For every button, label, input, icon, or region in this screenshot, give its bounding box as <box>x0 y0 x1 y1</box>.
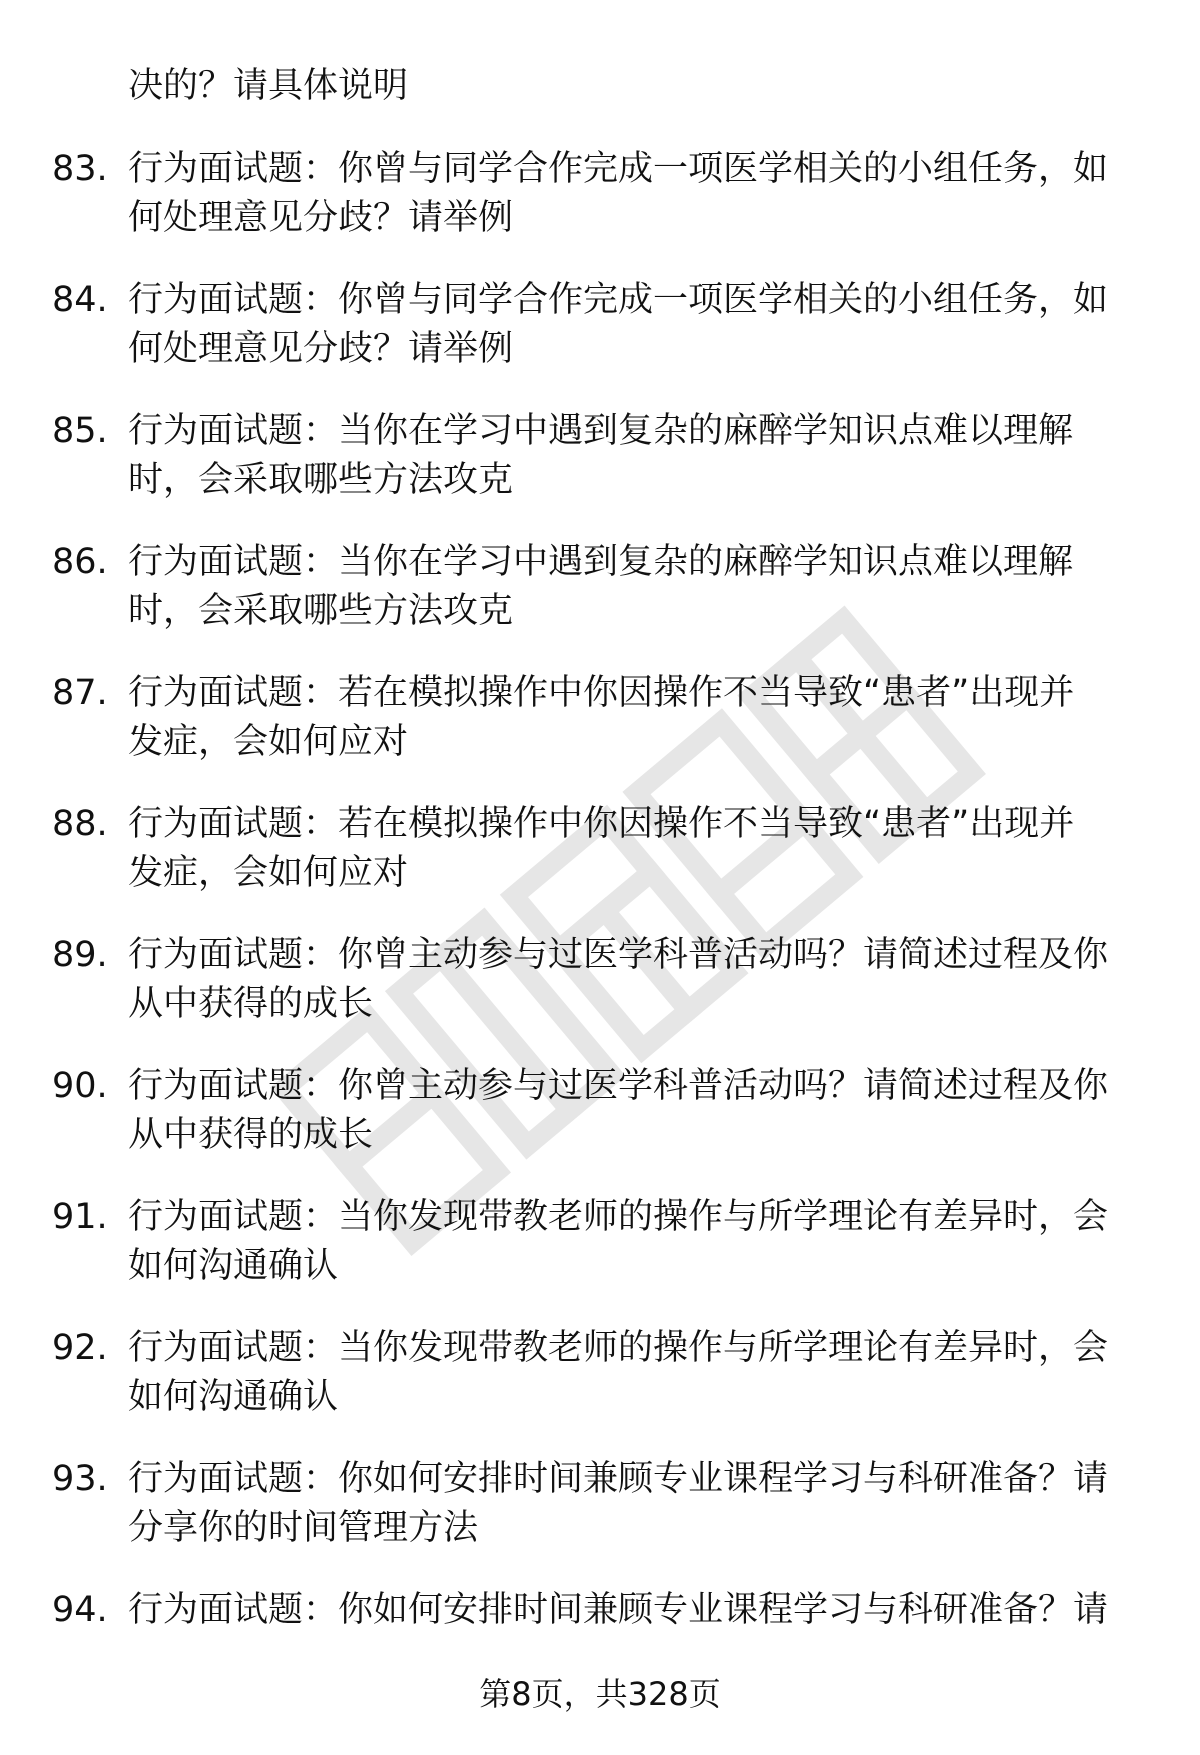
question-number: 87. <box>52 673 108 713</box>
question-text: 行为面试题：你曾与同学合作完成一项医学相关的小组任务，如 何处理意见分歧？请举例 <box>128 280 1109 369</box>
question-number: 88. <box>52 804 108 844</box>
question-number: 89. <box>52 935 108 975</box>
question-text: 行为面试题：你如何安排时间兼顾专业课程学习与科研准备？请 <box>128 1590 1109 1630</box>
question-text: 行为面试题：你曾与同学合作完成一项医学相关的小组任务，如 何处理意见分歧？请举例 <box>128 149 1109 238</box>
question-item <box>0 931 1200 1062</box>
question-number: 86. <box>52 542 108 582</box>
question-item <box>0 538 1200 669</box>
question-number: 84. <box>52 280 108 320</box>
question-item <box>0 800 1200 931</box>
question-number: 90. <box>52 1066 108 1106</box>
question-item <box>0 1455 1200 1586</box>
question-text: 行为面试题：当你发现带教老师的操作与所学理论有差异时，会 如何沟通确认 <box>128 1197 1109 1286</box>
question-number: 91. <box>52 1197 108 1237</box>
question-text: 行为面试题：当你在学习中遇到复杂的麻醉学知识点难以理解 时，会采取哪些方法攻克 <box>128 542 1074 631</box>
question-item <box>0 1062 1200 1193</box>
question-list <box>0 145 1200 1717</box>
question-number: 94. <box>52 1590 108 1630</box>
continued-question-text: 决的？请具体说明 <box>128 66 409 106</box>
question-item <box>0 276 1200 407</box>
question-item <box>0 407 1200 538</box>
question-number: 93. <box>52 1459 108 1499</box>
question-text: 行为面试题：你曾主动参与过医学科普活动吗？请简述过程及你 从中获得的成长 <box>128 935 1109 1024</box>
question-item <box>0 145 1200 276</box>
question-text: 行为面试题：若在模拟操作中你因操作不当导致“患者”出现并 发症，会如何应对 <box>128 804 1075 893</box>
question-text: 行为面试题：当你发现带教老师的操作与所学理论有差异时，会 如何沟通确认 <box>128 1328 1109 1417</box>
page-footer: 第8页，共328页 <box>479 1675 721 1713</box>
question-number: 85. <box>52 411 108 451</box>
question-text: 行为面试题：你曾主动参与过医学科普活动吗？请简述过程及你 从中获得的成长 <box>128 1066 1109 1155</box>
question-item <box>0 1193 1200 1324</box>
question-text: 行为面试题：你如何安排时间兼顾专业课程学习与科研准备？请 分享你的时间管理方法 <box>128 1459 1109 1548</box>
question-item <box>0 669 1200 800</box>
question-text: 行为面试题：若在模拟操作中你因操作不当导致“患者”出现并 发症，会如何应对 <box>128 673 1075 762</box>
question-text: 行为面试题：当你在学习中遇到复杂的麻醉学知识点难以理解 时，会采取哪些方法攻克 <box>128 411 1074 500</box>
question-number: 83. <box>52 149 108 189</box>
question-item <box>0 1324 1200 1455</box>
question-number: 92. <box>52 1328 108 1368</box>
